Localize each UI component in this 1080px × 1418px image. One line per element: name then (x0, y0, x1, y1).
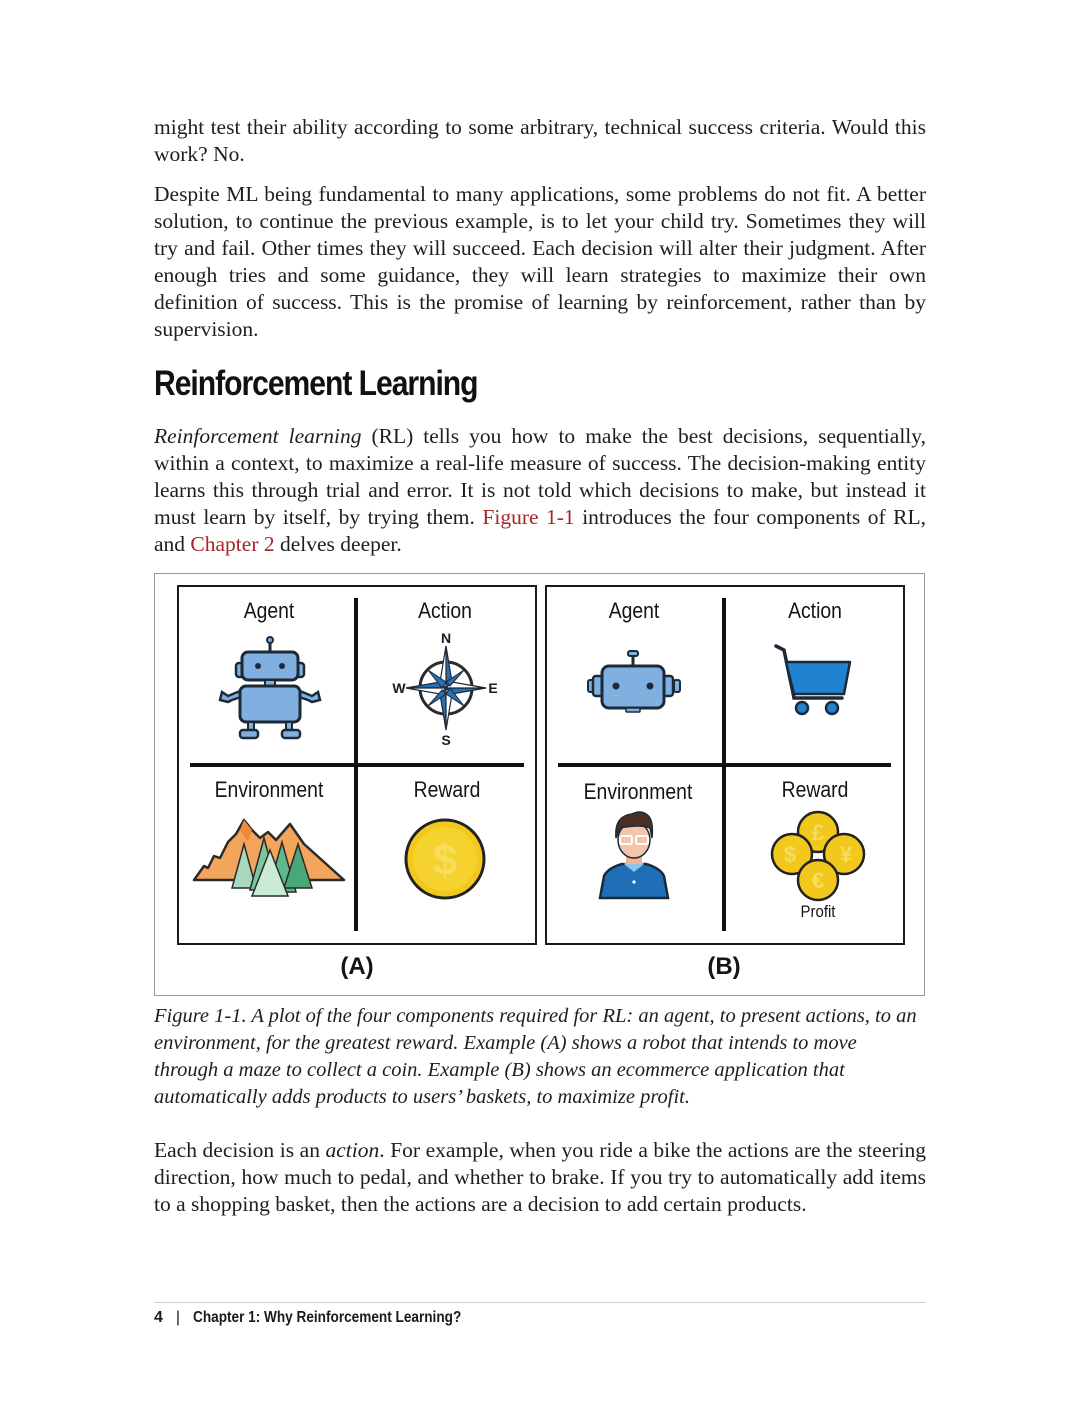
panel-b-reward-label: Reward (781, 777, 849, 802)
yen-symbol: ¥ (839, 842, 853, 867)
panel-a-reward-label: Reward (413, 777, 481, 802)
section-heading: Reinforcement Learning (154, 364, 478, 403)
panel-a-environment-label: Environment (214, 777, 324, 802)
compass-s-label: S (441, 732, 451, 748)
figure-link[interactable]: Figure 1-1 (482, 505, 575, 529)
panel-a-label: (A) (340, 953, 374, 980)
panel-a-agent-label: Agent (243, 598, 295, 623)
panel-b-label: (B) (707, 953, 741, 980)
text-span: (RL) tells you how to make the best decisions, sequentially, within a context, to maximize a real-life measure of success. The decision-making entity learns this through trial and error. It is not told which decisions to make, but instead it must learn by itself, by trying them. (154, 424, 926, 529)
page-number: 4 (154, 1309, 163, 1326)
compass-e-label: E (488, 680, 498, 696)
panel-b-environment-label: Environment (583, 779, 693, 804)
panel-b-horizontal-divider (558, 763, 891, 767)
term-action: action (325, 1138, 380, 1162)
page-footer (154, 1309, 509, 1327)
chapter-link[interactable]: Chapter 2 (190, 532, 275, 556)
euro-symbol: € (811, 868, 825, 893)
panel-a-action-label: Action (418, 598, 472, 623)
person-user-icon (596, 810, 672, 902)
profit-label: Profit (800, 902, 836, 921)
mountains-forest-icon (192, 818, 348, 898)
panel-b-agent-label: Agent (608, 598, 660, 623)
intro-paragraph-1: might test their ability according to some arbitrary, technical success criteria. Would this work? No. (154, 115, 926, 166)
intro-paragraph-2: Despite ML being fundamental to many applications, some problems do not fit. A better solution, to continue the previous example, is to let your child try. Sometimes they will try and fail. Other times they will succeed. Each decision will alter their judgment. After enough tries and some guidance, they will learn strategies to maximize their own definition of success. This is the promise of learning by reinforcement, rather than by supervision. (154, 182, 926, 341)
compass-w-label: W (392, 680, 406, 696)
robot-head-icon (586, 650, 684, 714)
term-reinforcement-learning: Reinforcement learning (154, 424, 362, 448)
coin-symbol: $ (432, 836, 458, 885)
running-chapter-title: Chapter 1: Why Reinforcement Learning? (193, 1309, 462, 1326)
dollar-symbol: $ (783, 842, 797, 867)
robot-icon (216, 636, 324, 744)
compass-icon (390, 630, 502, 748)
currency-coins-icon (770, 810, 866, 906)
dollar-coin-icon (403, 817, 487, 901)
figure-caption: Figure 1-1. A plot of the four components required for RL: an agent, to present actions, to an environment, for the greatest reward. Example (A) shows a robot that intends to move through a maze to collect a coin. Example (B) shows an ecommerce application that automatically adds products to users’ baskets, to maximize profit. (154, 1005, 917, 1108)
footer-rule (154, 1302, 926, 1303)
rl-definition-paragraph (154, 423, 926, 558)
shopping-cart-icon (772, 642, 854, 720)
action-paragraph (154, 1137, 926, 1218)
pound-symbol: £ (811, 820, 825, 845)
text-span: introduces the four components of RL, and (154, 505, 926, 556)
footer-separator: | (175, 1309, 181, 1326)
panel-b-action-label: Action (788, 598, 842, 623)
text-span: . For example, when you ride a bike the actions are the steering direction, how much to pedal, and whether to brake. If you try to automatically add items to a shopping basket, then the actions are a decision to add certain products. (154, 1138, 926, 1216)
panel-a-horizontal-divider (190, 763, 524, 767)
text-span: delves deeper. (274, 532, 402, 556)
text-span: Each decision is an (154, 1138, 326, 1162)
compass-n-label: N (440, 630, 452, 646)
